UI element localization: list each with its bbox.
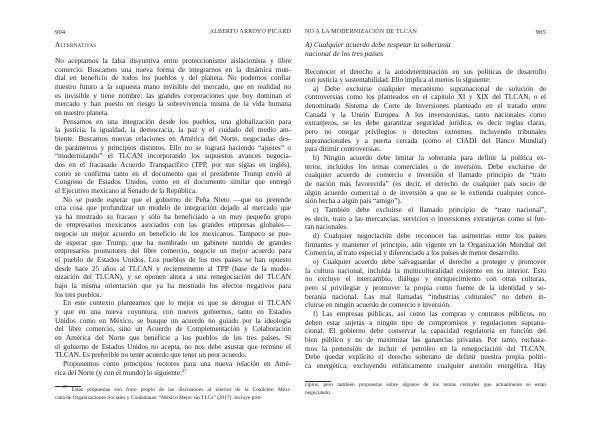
footnote-line <box>305 390 546 398</box>
line-text: el pueblo de Estados Unidos. Los pueblos de los tres países se han opuesto <box>55 255 291 265</box>
line-text: Unidos como en México, se busque un acuerdo no guiado por la ideología <box>55 315 291 325</box>
body-text <box>55 57 291 377</box>
line-text: y que en una nueva coyuntura, con nuevos gobiernos, tanto en Estados <box>55 307 291 317</box>
line-text: del libre comercio, sino un Acuerdo de Complementación y Colaboración <box>55 324 291 334</box>
text-line <box>55 369 291 378</box>
line-text: en América del Norte que beneficie a los pueblos de los tres países. Si <box>55 333 291 342</box>
line-text: Canadá y la Unión Europea. A los inversionistas, tanto nacionales como <box>305 109 546 119</box>
subheading <box>305 41 451 58</box>
footnote-text: cipios, pero también propuestas sobre algunos de los temas centrales que actualmente se están <box>305 382 546 388</box>
line-text: es invisible y tiene nombre: las grandes corporaciones que hoy dominan el <box>55 90 291 100</box>
line-text: empresarios promotores del libre comercio, negocie un mejor acuerdo para <box>55 246 291 256</box>
footnote-text: negociando. <box>305 389 332 396</box>
line-text: mos la pretensión de incluir el petróleo en la renegociación del TLCAN. <box>305 343 546 353</box>
page-number: 904 <box>55 29 66 36</box>
line-text: Pensamos en una integración desde los pueblos, una globalización para <box>63 116 291 126</box>
line-text: Proponemos como principios rectores para una nueva relación en Amé- <box>63 358 291 368</box>
line-text: denominado Sistema de Corte de Inversiones planteado en el tratado entre <box>305 101 546 111</box>
footnote-continued <box>305 382 546 397</box>
line-text: Debe quedar explícito el derecho soberano de definir nuestra propia políti- <box>305 352 546 362</box>
line-text: controversias como los planteados en el capítulo XI y XIX del TLCAN, o el <box>305 92 546 102</box>
line-text: En este contexto planteamos que lo mejor es que se derogue el TLCAN <box>63 298 291 308</box>
footnote-line <box>55 384 291 395</box>
line-text: extranjeros, se les debe garantizar seguridad jurídica, es decir reglas claras, <box>305 118 546 128</box>
text-line <box>305 362 546 371</box>
line-text: cional. El gobierno debe conservar la capacidad regulatoria en función del <box>305 326 546 336</box>
line-text: sión hecha a algún país “amigo”). <box>305 196 402 206</box>
running-head-author: ALBERTO ARROYO PICARD <box>209 29 291 35</box>
footnote-text: cana de Organizaciones Sociales y Ciudadanas: “México Mejor sin TLCs” (2017). Incluye prin- <box>55 394 263 401</box>
line-text: firmantes y mantener el principio, aún vigente en la Organización Mundial del <box>305 239 546 249</box>
line-text: dial en beneficio de todos los pueblos y del planeta. No podemos confiar <box>55 73 291 83</box>
body-text <box>305 68 546 371</box>
line-text: biente. Buscamos nuevas relaciones en América del Norte, negociadas des- <box>55 133 291 143</box>
subheading-line: nacional de los tres países <box>305 48 384 58</box>
line-text: ran nacionales. <box>305 222 348 232</box>
line-text: mercado y han puesto en riesgo la sobrevivencia misma de la vida humana <box>55 99 291 109</box>
line-text: bajo la misma orientación que ya ha mostrado los efectos negativos para <box>55 281 291 291</box>
page-number: 905 <box>535 29 546 36</box>
line-text: deben estar sujetas a ningún tipo de compromisos y regulaciones suprana- <box>305 317 546 327</box>
line-text: e) Cualquier acuerdo debe salvaguardar el derecho a proteger y promover <box>313 256 546 266</box>
section-title: Alternativas <box>55 41 97 49</box>
line-text: los tres pueblos. <box>55 289 102 299</box>
line-text: la justicia, la igualdad, la democracia, la paz y el cuidado del medio am- <box>55 125 291 135</box>
line-text: ca energética, excluyendo enfáticamente cualquier anexión energética. Hay <box>305 360 546 370</box>
line-text: rica del Norte (y con el mundo) lo siguiente: <box>55 367 182 377</box>
line-text: comercio. Buscamos una nueva forma de integrarnos en la dinámica mun- <box>55 64 291 74</box>
running-header <box>55 29 291 37</box>
line-text: bien público y no de maximizar las ganancias privadas. Por tanto, rechaza- <box>305 334 546 344</box>
footnote-line <box>55 395 291 403</box>
line-text: algún acuerdo comercial o de inversión a que se le extienda cualquier conce- <box>305 187 546 197</box>
footnote <box>55 384 291 402</box>
line-text: pero no otorgar privilegios o derechos extremos, incluyendo tribunales <box>305 127 546 137</box>
line-text: de empresarios mexicanos asociados con las grandes empresas globales— <box>55 220 291 230</box>
subheading-line: A) Cualquier acuerdo debe respetar la soberanía <box>305 40 451 49</box>
line-text: f) Las empresas públicas, así como las compras y contratos públicos, no <box>313 308 546 318</box>
line-text: No aceptamos la falsa disyuntiva entre proteccionismo aislacionista y libre <box>55 56 291 65</box>
line-text: es decir, trato a las mercancías, servicios o inversiones extranjeras como si fue- <box>305 213 546 223</box>
footnote-number: 27 <box>63 384 68 389</box>
line-text: de esperar que Trump, que ha nombrado un gabinete nutrido de grandes <box>55 237 291 247</box>
footnote-text: Estas propuestas son fruto propio de las discusiones al interior de la Coalición Mexi- <box>71 387 291 393</box>
line-text: “modernizando” el TLCAN incorporando los supuestos avances negocia- <box>55 151 291 161</box>
line-text: terior, incluidos los temas comerciales o de inversión. Debe excluirse de <box>305 161 546 171</box>
line-text: en nuestro planeta. <box>55 107 109 117</box>
line-text: con justicia y sustentabilidad. Ello implica al menos lo siguiente: <box>305 75 491 85</box>
running-header <box>305 29 546 37</box>
line-text: otra cosa que profundizar un modelo de integración dejado al mercado que <box>55 203 291 213</box>
line-text: ya ha mostrado su fracaso y sólo ha beneficiado a un muy pequeño grupo <box>55 211 291 221</box>
line-text: el gobierno de Estados Unidos no acepta, no nos debe asustar que termine el <box>55 341 291 351</box>
line-text: nización del TLCAN), y se oponen ahora a una renegociación del TLCAN <box>55 272 291 282</box>
right-page <box>305 0 546 431</box>
line-text: No se puede esperar que el gobierno de Peña Nieto —que no pretende <box>63 194 291 204</box>
line-text: para dirimir controversias. <box>305 144 381 154</box>
line-text: no excluye el intercambio, diálogo y enriquecimiento con otras culturas, <box>305 274 546 284</box>
line-text: de nación más favorecida” (es decir, el derecho de cualquier país socio de <box>305 179 546 189</box>
line-text: Comercio, al trato especial y diferenciado a los países de menor desarrollo. <box>305 248 520 258</box>
left-page <box>55 0 291 431</box>
line-text: el Ejecutivo mexicano al Senado de la República. <box>55 185 197 195</box>
line-text: de parámetros y principios distintos. Ello no se logrará haciendo “ajustes” o <box>55 142 291 152</box>
line-text: d) Cualquier negociación debe reconocer las asimetrías entre los países <box>313 230 546 240</box>
line-text: Congreso de Estados Unidos, como en el documento similar que entregó <box>55 177 291 187</box>
footnote-line <box>305 382 546 390</box>
line-text: desde hace 25 años al TLCAN y recientemente al TPP (base de la moder- <box>55 263 291 273</box>
line-text: la cultura nacional, incluida la multiculturalidad existente en su interior. Esto <box>305 265 546 275</box>
line-text: nuestro futuro a la supuesta mano invisible del mercado, que en realidad no <box>55 81 291 91</box>
footnote-reference: 27 <box>181 367 187 373</box>
line-text: cualquier acuerdo de comercio e inversión el llamado principio de “trato <box>305 170 546 180</box>
line-text: como se confirma tanto en el documento que el presidente Trump envió al <box>55 168 291 178</box>
line-text: c) También debe excluirse el llamado principio de “trato nacional”, <box>313 205 546 214</box>
line-text: supranacionales y a puerta cerrada (como el CIADI del Banco Mundial) <box>305 135 546 145</box>
line-text: Reconocer el derecho a la autodeterminación en sus políticas de desarrollo <box>305 66 546 76</box>
line-text: pero sí privilegiar y promover la propia como fuente de la identidad y so- <box>305 282 546 292</box>
line-text: dos en el fracasado Acuerdo Transpacífico (TPP, por sus siglas en inglés), <box>55 159 291 169</box>
line-text: cluirse en ningún acuerdo de comercio e inversión. <box>305 300 451 310</box>
line-text: b) Ningún acuerdo debe limitar la soberanía para definir la política ex- <box>313 153 546 163</box>
running-head-chapter: NO A LA MODERNIZACIÓN DE TLCAN <box>305 29 418 35</box>
line-text: beranía nacional. Las mal llamadas “industrias culturales” no deben in- <box>305 291 546 301</box>
line-text: negocie un mejor acuerdo en beneficio de los mexicanos. Tampoco se pue- <box>55 229 291 239</box>
line-text: a) Debe excluirse cualquier mecanismo supranacional de solución de <box>313 83 546 93</box>
line-text: TLCAN. Es preferible no tener acuerdo que tener un peor acuerdo. <box>55 350 247 360</box>
